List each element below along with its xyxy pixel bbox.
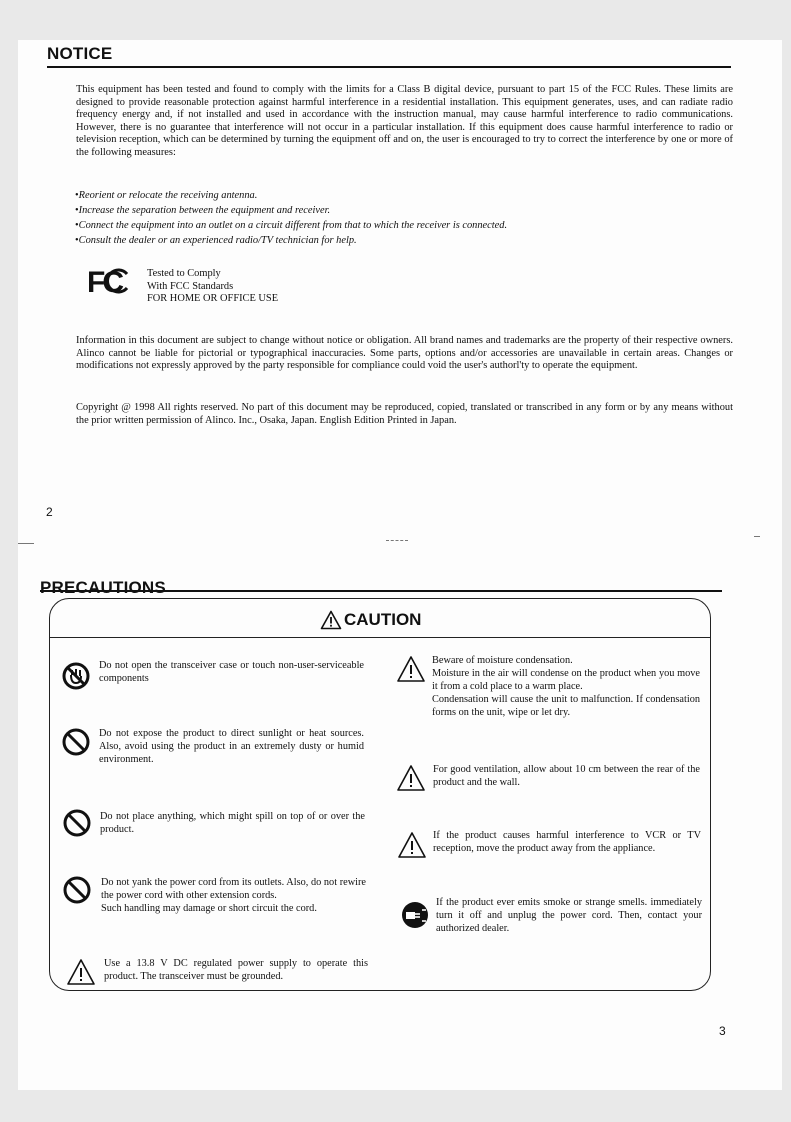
notice-title: NOTICE — [47, 44, 113, 63]
precaution-ventilation: For good ventilation, allow about 10 cm between the rear of the product and the wall. — [433, 764, 700, 788]
no-disassemble-icon — [62, 662, 90, 695]
list-item: • Increase the separation between the equipment and receiver. — [75, 203, 735, 218]
fcc-line: Tested to Comply — [147, 268, 221, 279]
precaution-condensation — [432, 654, 700, 719]
fcc-logo-text: FC — [87, 266, 121, 296]
warning-icon — [66, 958, 96, 991]
precaution-no-sunlight: Do not expose the product to direct sunlight or heat sources. Also, avoid using the product in an extremely dusty or humid environment. — [99, 728, 364, 765]
notice-info: Information in this document are subject to change without notice or obligation. All brand names and trademarks are the property of their respective owners. Alinco cannot be liable for pictorial or typographical inaccuracies. Some parts, options and/or accessories are unavailable in certain areas. Changes or modifications not expressly approved by the party responsible for compliance could void the user's authorl'ty to operate the equipment. — [76, 335, 733, 372]
caution-label: CAUTION — [344, 610, 422, 629]
warning-icon — [396, 764, 426, 797]
notice-intro: This equipment has been tested and found to comply with the limits for a Class B digital device, pursuant to part 15 of the FCC Rules. These limits are designed to provide reasonable protection against harmful interference in a residential installation. This equipment generates, uses, and can radiate radio frequency energy and, if not installed and used in accordance with the instruction manual, may cause harmful interference to radio communications. However, there is no guarantee that interference will not occur in a particular installation. If this equipment does cause harmful interference to radio or television reception, which can be determined by turning the equipment off and on, the user is encouraged to try to correct the interference by one or more of the following measures: — [76, 84, 733, 158]
prohibition-icon — [63, 809, 91, 842]
precaution-line: Moisture in the air will condense on the product when you move it from a cold place to a warm place. — [432, 668, 700, 692]
list-item: • Connect the equipment into an outlet on a circuit different from that to which the receiver is connected. — [75, 218, 735, 233]
precaution-no-opening: Do not open the transceiver case or touch non-user-serviceable components — [99, 660, 364, 684]
precaution-interference: If the product causes harmful interference to VCR or TV reception, move the product away from the appliance. — [433, 830, 701, 854]
page-edge-mark — [386, 540, 408, 541]
caution-heading — [320, 610, 421, 630]
page-edge-mark — [754, 536, 760, 537]
fcc-logo — [87, 266, 133, 301]
precautions-title-rule — [40, 590, 722, 592]
precautions-title: PRECAUTIONS — [40, 578, 166, 597]
notice-copyright: Copyright @ 1998 All rights reserved. No part of this document may be reproduced, copied, translated or transcribed in any form or by any means without the prior written permission of Alinco. Inc., Osaka, Japan. English Edition Printed in Japan. — [76, 402, 733, 426]
precaution-smoke: If the product ever emits smoke or strange smells. immediately turn it off and unplug the power cord. Then, contact your authorized dealer. — [436, 897, 702, 934]
precaution-power-supply: Use a 13.8 V DC regulated power supply to operate this product. The transceiver must be grounded. — [104, 958, 368, 982]
page-number: 3 — [719, 1024, 726, 1038]
page-edge-mark — [18, 543, 34, 544]
fcc-line: FOR HOME OR OFFICE USE — [147, 293, 279, 305]
notice-title-rule — [47, 66, 731, 68]
fcc-line: With FCC Standards — [147, 280, 234, 292]
fcc-compliance-statement — [147, 268, 278, 306]
caution-triangle-icon — [320, 610, 342, 630]
page-number: 2 — [46, 505, 53, 519]
precaution-line: Beware of moisture condensation. — [432, 655, 573, 666]
list-item: • Reorient or relocate the receiving antenna. — [75, 188, 735, 203]
unplug-icon — [400, 900, 430, 935]
precaution-line: Such handling may damage or short circuit the cord. — [101, 903, 317, 914]
caution-divider — [50, 637, 710, 638]
warning-icon — [397, 831, 427, 864]
precaution-no-spill: Do not place anything, which might spill on top of or over the product. — [100, 811, 365, 835]
precaution-line: Do not yank the power cord from its outlets. Also, do not rewire the power cord with other extension cords. — [101, 877, 366, 901]
interference-measures-list — [75, 188, 735, 248]
list-item: • Consult the dealer or an experienced radio/TV technician for help. — [75, 233, 735, 248]
prohibition-icon — [63, 876, 91, 909]
precaution-line: Condensation will cause the unit to malfunction. If condensation forms on the unit, wipe or let dry. — [432, 694, 700, 718]
warning-icon — [396, 655, 426, 688]
precaution-power-cord — [101, 876, 366, 915]
prohibition-icon — [62, 728, 90, 761]
